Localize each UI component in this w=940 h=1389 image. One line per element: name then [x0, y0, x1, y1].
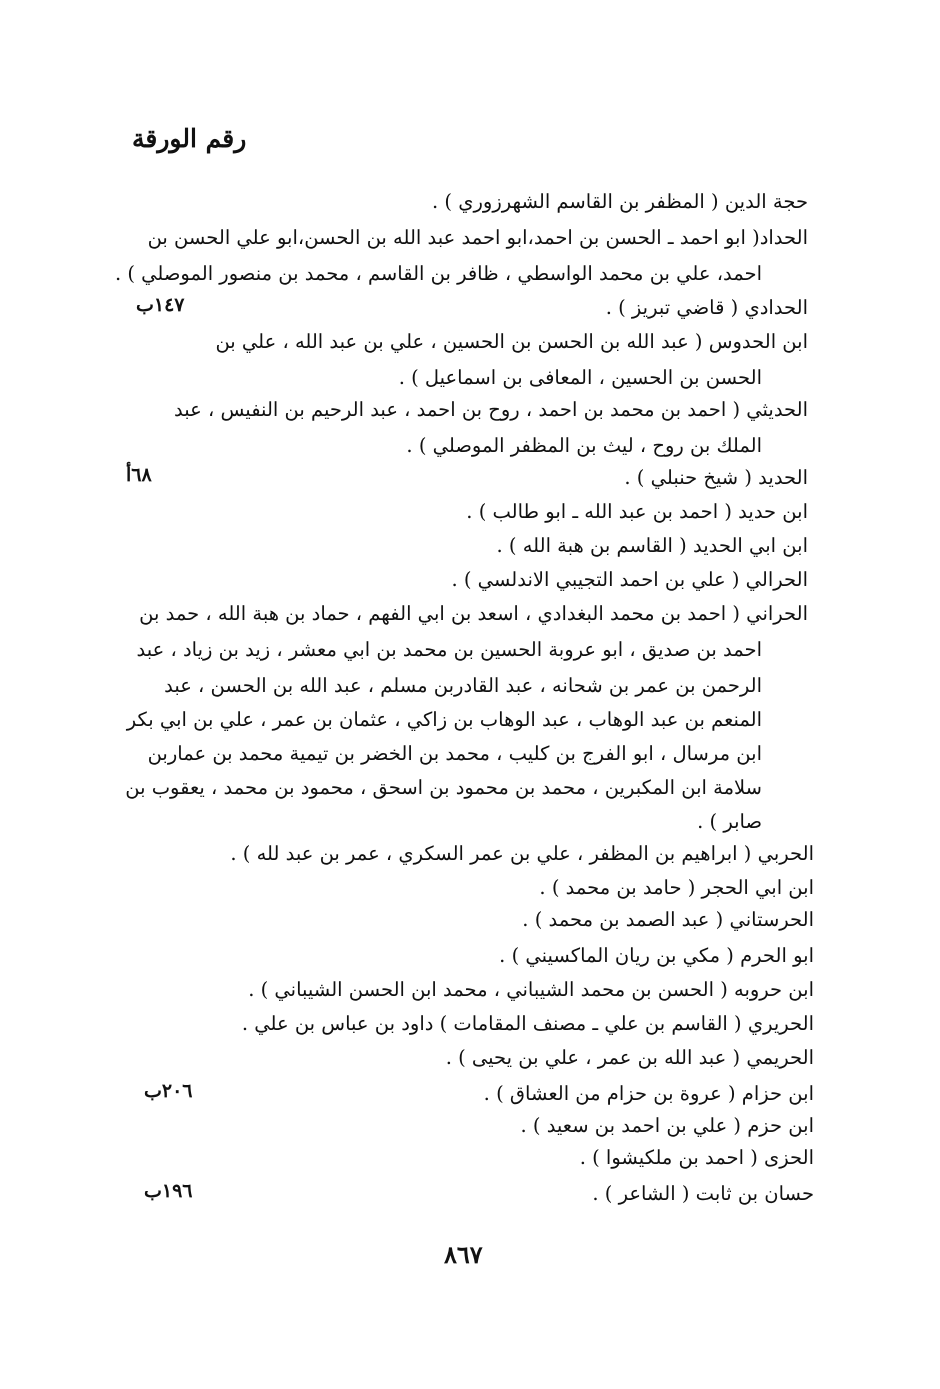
index-entry-continuation: احمد بن صديق ، ابو عروبة الحسين بن محمد بن ابي معشر ، زيد بن زياد ، عبد — [136, 638, 762, 661]
index-entry: الحريمي ( عبد الله بن عمر ، علي بن يحيى ) . — [445, 1046, 814, 1069]
index-entry: الحداد( ابو احمد ـ الحسن بن احمد،ابو احمد عبد الله بن الحسن،ابو علي الحسن بن — [147, 226, 808, 249]
index-entry: حجة الدين ( المظفر بن القاسم الشهرزوري ) . — [432, 190, 808, 213]
index-entry: ابن ابي الحديد ( القاسم بن هبة الله ) . — [496, 534, 808, 557]
index-entry-continuation: الرحمن بن عمر بن شحانه ، عبد القادربن مسلم ، عبد الله بن الحسن ، عبد — [164, 674, 762, 697]
index-entry: حسان بن ثابت ( الشاعر ) . — [592, 1182, 814, 1205]
index-entry-continuation: سلامة ابن المكبرين ، محمد بن محمود بن اسحق ، محمود بن محمد ، يعقوب بن — [125, 776, 762, 799]
index-entry: ابن الحدوس ( عبد الله بن الحسن بن الحسين ، علي بن عبد الله ، علي بن — [215, 330, 808, 353]
index-entry: الحرالي ( علي بن احمد التجيبي الاندلسي ) . — [451, 568, 808, 591]
index-entry: ابن ابي الحجر ( حامد بن محمد ) . — [539, 876, 814, 899]
index-entry: الحزى ( احمد بن ملكيشوا ) . — [579, 1146, 814, 1169]
index-entry: ابن حروبه ( الحسن بن محمد الشيباني ، محمد ابن الحسن الشيباني ) . — [248, 978, 814, 1001]
index-entry-continuation: الحسن بن الحسين ، المعافى بن اسماعيل ) . — [398, 366, 762, 389]
index-entry-continuation: صابر ) . — [697, 810, 762, 833]
margin-ref: ٦٨أ — [126, 464, 152, 486]
index-entry: الحدادي ( قاضي تبريز ) . — [605, 296, 808, 319]
index-entry: ابن حزم ( علي بن احمد بن سعيد ) . — [520, 1114, 814, 1137]
index-entry: الحديثي ( احمد بن محمد بن احمد ، روح بن احمد ، عبد الرحيم بن النفيس ، عبد — [174, 398, 808, 421]
index-entry: الحديد ( شيخ حنبلي ) . — [624, 466, 808, 489]
index-entry: الحربي ( ابراهيم بن المظفر ، علي بن عمر السكري ، عمر بن عبد لله ) . — [230, 842, 814, 865]
index-entry-continuation: الملك بن روح ، ليث بن المظفر الموصلي ) . — [406, 434, 762, 457]
index-entry: الحريري ( القاسم بن علي ـ مصنف المقامات ) داود بن عباس بن علي . — [241, 1012, 814, 1035]
index-entry-continuation: احمد، علي بن محمد الواسطي ، ظافر بن القاسم ، محمد بن منصور الموصلي ) . — [114, 262, 762, 285]
index-entry: ابو الحرم ( مكي بن ريان الماكسيني ) . — [499, 944, 814, 967]
header-label: رقم الورقة — [132, 124, 247, 153]
index-entry-continuation: ابن مرسال ، ابو الفرج بن كليب ، محمد بن الخضر بن تيمية محمد بن عماربن — [147, 742, 762, 765]
margin-ref: ١٤٧ب — [136, 294, 185, 316]
index-entry: ابن حديد ( احمد بن عبد الله ـ ابو طالب ) . — [466, 500, 808, 523]
index-entry: ابن حزام ( عروة بن حزام من العشاق ) . — [483, 1082, 814, 1105]
index-entry: الحرستاني ( عبد الصمد بن محمد ) . — [522, 908, 814, 931]
page-number: ٨٦٧ — [444, 1240, 483, 1269]
index-entry-continuation: المنعم بن عبد الوهاب ، عبد الوهاب بن زاكي ، عثمان بن عمر ، علي بن ابي بكر — [126, 708, 762, 731]
margin-ref: ١٩٦ب — [144, 1180, 193, 1202]
index-entry: الحراني ( احمد بن محمد البغدادي ، اسعد بن ابي الفهم ، حماد بن هبة الله ، حمد بن — [139, 602, 808, 625]
margin-ref: ٢٠٦ب — [144, 1080, 193, 1102]
